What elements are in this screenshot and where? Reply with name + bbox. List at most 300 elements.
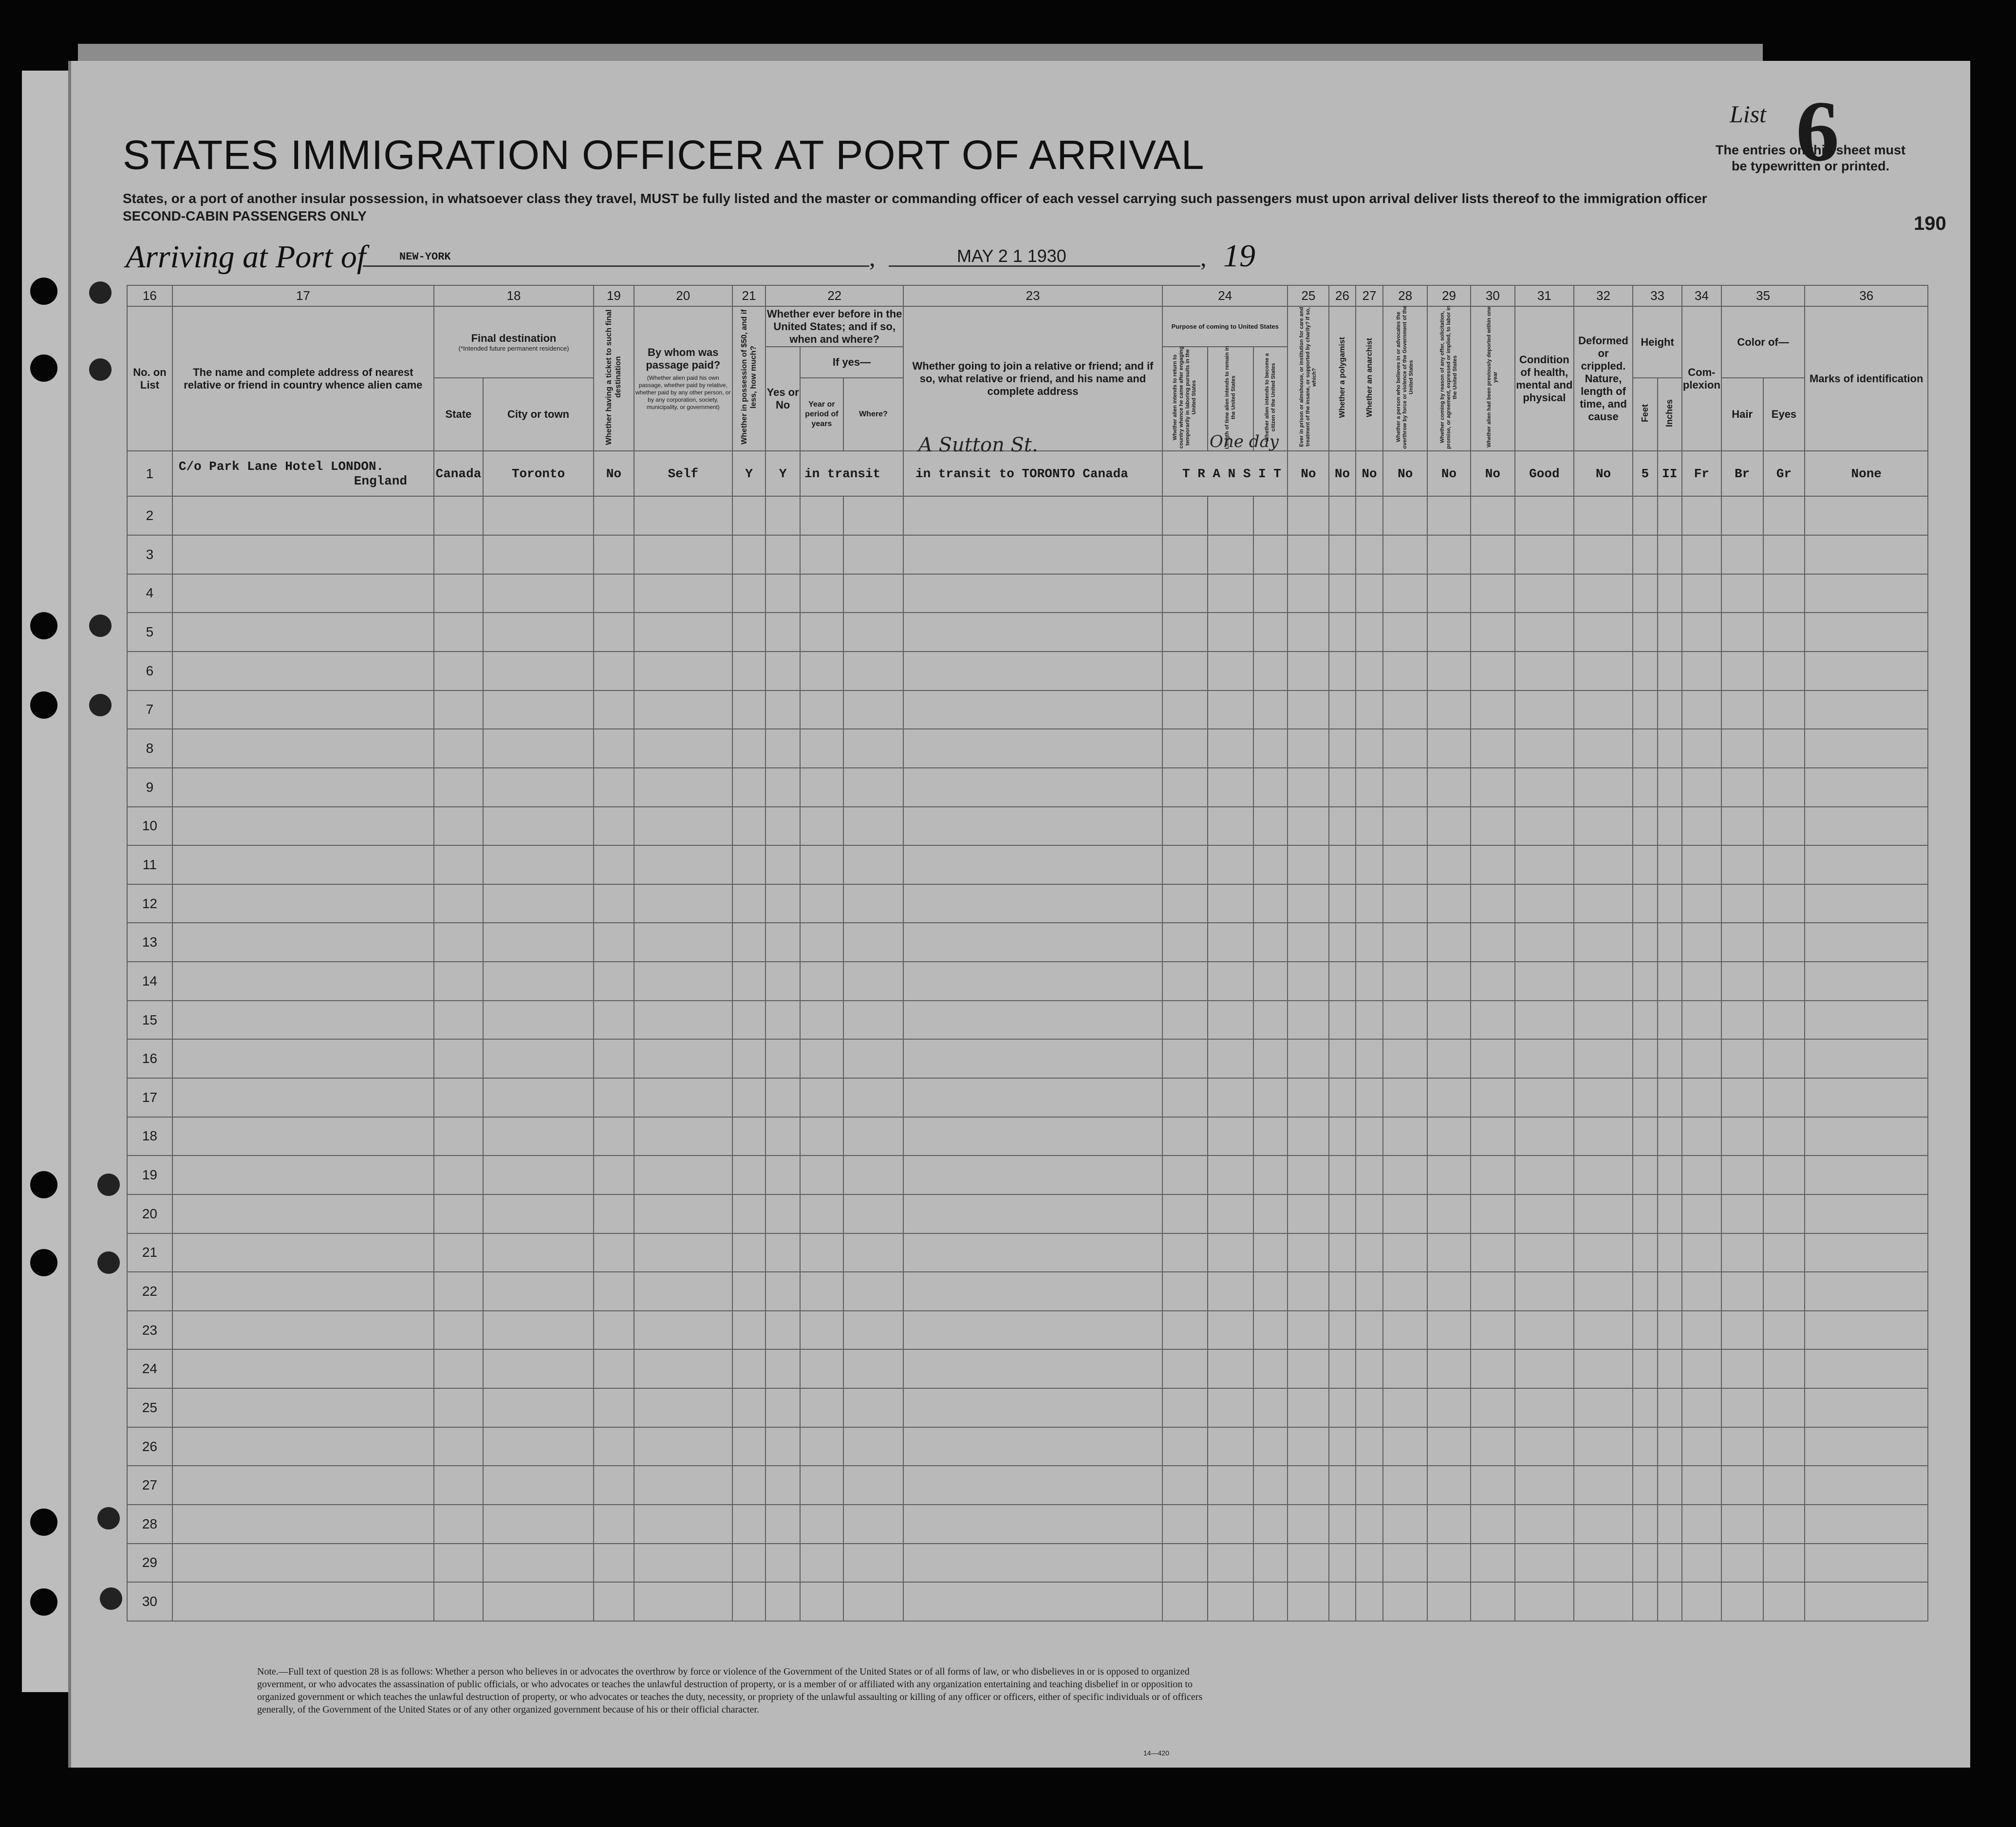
empty-cell [1427,807,1471,846]
empty-cell [1805,729,1928,768]
empty-cell [172,807,434,846]
empty-cell [1383,845,1427,884]
column-number-row [127,285,1928,306]
empty-cell [1471,1582,1515,1621]
punch-hole [97,1251,120,1274]
punch-hole [30,691,57,719]
entries-note [1684,142,1937,174]
empty-cell [1574,574,1633,613]
empty-cell [843,807,903,846]
table-row [127,1582,1928,1621]
destination-city: Toronto [483,451,594,496]
empty-cell [732,845,766,884]
header-purpose-a: Whether alien intends to return to country whence he came after engaging temporarily in laboring pursuits in the United States [1162,347,1208,451]
empty-cell [483,690,594,729]
empty-cell [1162,496,1208,535]
empty-cell [1383,1466,1427,1505]
empty-cell [903,1078,1162,1117]
empty-cell [843,768,903,807]
col-num: 26 [1329,285,1356,306]
empty-cell [594,496,634,535]
empty-cell [1329,884,1356,923]
empty-cell [483,768,594,807]
empty-cell [434,574,483,613]
empty-cell [483,652,594,690]
empty-cell [1682,1466,1721,1505]
empty-cell [1383,1505,1427,1544]
empty-cell [434,496,483,535]
passenger-class-label: SECOND-CABIN PASSENGERS ONLY [123,208,367,224]
empty-cell [800,574,843,613]
empty-cell [594,1272,634,1311]
empty-cell [1721,1039,1763,1078]
col-num: 27 [1356,285,1383,306]
empty-cell [1383,884,1427,923]
empty-cell [1253,1117,1288,1156]
empty-cell [1682,1001,1721,1040]
header-yes-no: Yes or No [765,347,800,451]
empty-cell [1427,1001,1471,1040]
empty-cell [594,729,634,768]
header-feet: Feet [1633,378,1657,451]
empty-cell [1515,535,1574,574]
header-q30: Whether alien had been previously deported within one year [1471,306,1515,451]
empty-cell [1208,535,1253,574]
empty-cell [1515,652,1574,690]
empty-cell [434,1427,483,1466]
empty-cell [1356,1194,1383,1233]
manifest-table [127,285,1928,1622]
empty-cell [634,1078,732,1117]
empty-cell [1253,613,1288,652]
empty-cell [172,1466,434,1505]
empty-cell [172,613,434,652]
empty-cell [172,1388,434,1427]
empty-cell [1471,884,1515,923]
table-row [127,807,1928,846]
before-year: in transit [800,451,903,496]
empty-cell [1471,1544,1515,1583]
empty-cell [1805,1272,1928,1311]
row-number: 4 [127,574,172,613]
empty-cell [1329,1505,1356,1544]
arrival-date-stamp: MAY 2 1 1930 [957,246,1066,266]
empty-cell [1288,690,1329,729]
empty-cell [434,613,483,652]
col-num: 20 [634,285,732,306]
empty-cell [1208,1582,1253,1621]
empty-cell [172,1544,434,1583]
empty-cell [594,923,634,962]
empty-cell [172,1039,434,1078]
empty-cell [1356,1001,1383,1040]
empty-cell [1805,1349,1928,1388]
empty-cell [1471,1349,1515,1388]
empty-cell [1515,962,1574,1001]
empty-cell [172,1349,434,1388]
empty-cell [594,962,634,1001]
empty-cell [1574,1544,1633,1583]
empty-cell [903,1194,1162,1233]
empty-cell [1805,613,1928,652]
empty-cell [800,1544,843,1583]
empty-cell [1763,1427,1805,1466]
empty-cell [732,729,766,768]
empty-cell [732,652,766,690]
empty-cell [1288,1466,1329,1505]
empty-cell [1763,1466,1805,1505]
empty-cell [800,1582,843,1621]
table-row [127,451,1928,496]
empty-cell [1208,1233,1253,1272]
empty-cell [1356,962,1383,1001]
empty-cell [483,845,594,884]
form-title: STATES IMMIGRATION OFFICER AT PORT OF ARRIVAL [123,132,1205,178]
empty-cell [800,845,843,884]
empty-cell [765,574,800,613]
empty-cell [1574,962,1633,1001]
row-number: 1 [127,451,172,496]
empty-cell [903,1311,1162,1350]
empty-cell [1574,1156,1633,1194]
empty-cell [1288,923,1329,962]
empty-cell [1162,845,1208,884]
table-row [127,1272,1928,1311]
empty-cell [765,1582,800,1621]
empty-cell [903,1039,1162,1078]
empty-cell [1208,1001,1253,1040]
header-no-on-list: No. on List [127,306,172,451]
empty-cell [1162,768,1208,807]
empty-cell [1721,1001,1763,1040]
empty-cell [1721,1272,1763,1311]
empty-cell [1658,729,1682,768]
empty-cell [634,535,732,574]
row-number: 11 [127,845,172,884]
empty-cell [1805,884,1928,923]
empty-cell [1356,1078,1383,1117]
empty-cell [172,496,434,535]
punch-hole [30,1171,57,1198]
empty-cell [843,1156,903,1194]
empty-cell [434,1388,483,1427]
col-num: 30 [1471,285,1515,306]
empty-cell [1383,768,1427,807]
header-final-destination: Final destination (*Intended future permanent residence) [434,306,594,378]
q30-answer: No [1471,451,1515,496]
empty-cell [172,1311,434,1350]
empty-cell [634,1311,732,1350]
empty-cell [1288,1505,1329,1544]
empty-cell [634,923,732,962]
empty-cell [1356,1582,1383,1621]
empty-cell [1208,1349,1253,1388]
empty-cell [732,923,766,962]
empty-cell [1633,768,1657,807]
empty-cell [800,884,843,923]
empty-cell [1208,962,1253,1001]
empty-cell [594,613,634,652]
empty-cell [1253,1388,1288,1427]
empty-cell [1356,1505,1383,1544]
empty-cell [1288,962,1329,1001]
empty-cell [1471,574,1515,613]
empty-cell [903,613,1162,652]
empty-cell [1805,1039,1928,1078]
header-anarchist: Whether an anarchist [1356,306,1383,451]
empty-cell [634,1505,732,1544]
empty-cell [1329,729,1356,768]
empty-cell [1253,1466,1288,1505]
empty-cell [1633,923,1657,962]
empty-cell [843,1388,903,1427]
empty-cell [1515,768,1574,807]
row-number: 17 [127,1078,172,1117]
empty-cell [1288,1001,1329,1040]
empty-cell [903,1466,1162,1505]
joining-handwritten: A Sutton St. [918,434,1038,457]
empty-cell [1633,1388,1657,1427]
empty-cell [1383,1349,1427,1388]
empty-cell [732,1582,766,1621]
empty-cell [1574,807,1633,846]
empty-cell [1288,1078,1329,1117]
empty-cell [765,1194,800,1233]
empty-cell [483,1272,594,1311]
empty-cell [634,574,732,613]
empty-cell [765,1001,800,1040]
empty-cell [1721,1388,1763,1427]
empty-cell [1162,1388,1208,1427]
empty-cell [1763,574,1805,613]
deformed-answer: No [1574,451,1633,496]
col-num: 32 [1574,285,1633,306]
empty-cell [1682,1117,1721,1156]
empty-cell [1515,1505,1574,1544]
empty-cell [843,1466,903,1505]
empty-cell [1574,1505,1633,1544]
empty-cell [1288,768,1329,807]
empty-cell [434,1311,483,1350]
empty-cell [1356,535,1383,574]
empty-cell [483,1233,594,1272]
row-number: 3 [127,535,172,574]
empty-cell [1763,962,1805,1001]
empty-cell [1805,1117,1928,1156]
empty-cell [843,652,903,690]
empty-cell [1805,1311,1928,1350]
empty-cell [594,1311,634,1350]
empty-cell [1763,845,1805,884]
row-number: 2 [127,496,172,535]
empty-cell [1253,1311,1288,1350]
empty-cell [1805,535,1928,574]
empty-cell [1763,1194,1805,1233]
empty-cell [1515,923,1574,962]
row-number: 21 [127,1233,172,1272]
empty-cell [594,845,634,884]
empty-cell [1721,1311,1763,1350]
empty-cell [483,1117,594,1156]
header-where: Where? [843,378,903,451]
table-row [127,652,1928,690]
empty-cell [1162,652,1208,690]
empty-cell [1633,574,1657,613]
empty-cell [1682,1544,1721,1583]
empty-cell [1208,574,1253,613]
empty-cell [1208,768,1253,807]
empty-cell [483,1156,594,1194]
empty-cell [1574,1194,1633,1233]
empty-cell [594,652,634,690]
empty-cell [1427,652,1471,690]
punch-hole [100,1587,122,1610]
empty-cell [1633,1466,1657,1505]
empty-cell [1329,1311,1356,1350]
table-row [127,1466,1928,1505]
empty-cell [1208,1078,1253,1117]
empty-cell [1162,962,1208,1001]
empty-cell [1658,652,1682,690]
table-row [127,1544,1928,1583]
empty-cell [1383,1427,1427,1466]
empty-cell [1721,1466,1763,1505]
empty-cell [1515,1582,1574,1621]
empty-cell [1721,1582,1763,1621]
empty-cell [1515,1388,1574,1427]
empty-cell [1288,496,1329,535]
money-answer: Y [732,451,766,496]
empty-cell [1427,884,1471,923]
empty-cell [1383,1233,1427,1272]
row-number: 22 [127,1272,172,1311]
row-number: 28 [127,1505,172,1544]
empty-cell [1763,535,1805,574]
empty-cell [1515,496,1574,535]
table-row [127,535,1928,574]
empty-cell [1253,807,1288,846]
empty-cell [1805,1582,1928,1621]
empty-cell [1329,1466,1356,1505]
col-num: 23 [903,285,1162,306]
empty-cell [634,1117,732,1156]
empty-cell [800,729,843,768]
empty-cell [765,652,800,690]
empty-cell [1208,496,1253,535]
empty-cell [1427,1466,1471,1505]
empty-cell [1383,1039,1427,1078]
empty-cell [1763,1544,1805,1583]
q29-answer: No [1427,451,1471,496]
empty-cell [634,613,732,652]
empty-cell [634,962,732,1001]
empty-cell [434,1582,483,1621]
empty-cell [1253,496,1288,535]
empty-cell [765,690,800,729]
empty-cell [634,1272,732,1311]
empty-cell [1329,1233,1356,1272]
empty-cell [1288,729,1329,768]
form-instructions: States, or a port of another insular possession, in whatsoever class they travel, MUST be fully listed and the master or commanding officer of each vessel carrying such passengers must upon arrival deliver lists thereof to the immigration officer [123,191,1707,206]
empty-cell [1471,845,1515,884]
empty-cell [1356,1233,1383,1272]
empty-cell [1471,1039,1515,1078]
empty-cell [1329,1194,1356,1233]
empty-cell [1329,1039,1356,1078]
empty-cell [1329,1427,1356,1466]
empty-cell [1208,884,1253,923]
row-number: 19 [127,1156,172,1194]
empty-cell [1383,1117,1427,1156]
empty-cell [1471,535,1515,574]
empty-cell [1805,1233,1928,1272]
empty-cell [1427,768,1471,807]
empty-cell [172,1582,434,1621]
empty-cell [1288,1117,1329,1156]
empty-cell [1574,496,1633,535]
empty-cell [1763,884,1805,923]
empty-cell [1208,729,1253,768]
empty-cell [1682,1388,1721,1427]
empty-cell [1208,690,1253,729]
footnote-question-28: Note.—Full text of question 28 is as follows: Whether a person who believes in or advocates the overthrow by force or violence of the Government of the United States or of all forms of law, or who disbelieves in or is opposed to organized government, or who advocates the assassination of public officials, or who advocates or teaches the unlawful destruction of property, or is a member of or affiliated with any organization entertaining and teaching disbelief in or opposition to organized government or which teaches the unlawful destruction of property, or who advocates or teaches the duty, necessity, or propriety of the unlawful assaulting or killing of any officer or officers, either of specific individuals or of officers generally, of the Government of the United States or of any other organized government because of his or their official character. [257,1666,1203,1715]
row-number: 5 [127,613,172,652]
punch-hole [89,615,112,637]
empty-cell [172,1505,434,1544]
empty-cell [1658,1311,1682,1350]
empty-cell [1471,962,1515,1001]
height-inches: II [1658,451,1682,496]
empty-cell [1658,807,1682,846]
empty-cell [634,845,732,884]
header-purpose: Purpose of coming to United States [1162,306,1288,347]
empty-cell [483,574,594,613]
empty-cell [1427,535,1471,574]
empty-cell [843,1233,903,1272]
empty-cell [172,1427,434,1466]
table-row [127,1233,1928,1272]
empty-cell [765,496,800,535]
empty-cell [800,1505,843,1544]
empty-cell [1515,884,1574,923]
empty-cell [1162,1427,1208,1466]
empty-cell [800,652,843,690]
empty-cell [1633,1349,1657,1388]
empty-cell [1633,1544,1657,1583]
empty-cell [594,1349,634,1388]
empty-cell [594,1078,634,1117]
empty-cell [1208,1272,1253,1311]
empty-cell [843,1349,903,1388]
empty-cell [843,845,903,884]
polygamist-answer: No [1329,451,1356,496]
empty-cell [172,1156,434,1194]
empty-cell [483,1466,594,1505]
empty-cell [1721,1117,1763,1156]
empty-cell [843,1427,903,1466]
empty-cell [1633,845,1657,884]
empty-cell [903,1505,1162,1544]
empty-cell [634,729,732,768]
col-num: 29 [1427,285,1471,306]
empty-cell [1329,1388,1356,1427]
empty-cell [1658,1544,1682,1583]
binding-tab [22,71,75,1692]
empty-cell [1682,496,1721,535]
empty-cell [843,1039,903,1078]
empty-cell [1356,1039,1383,1078]
empty-cell [1208,1388,1253,1427]
